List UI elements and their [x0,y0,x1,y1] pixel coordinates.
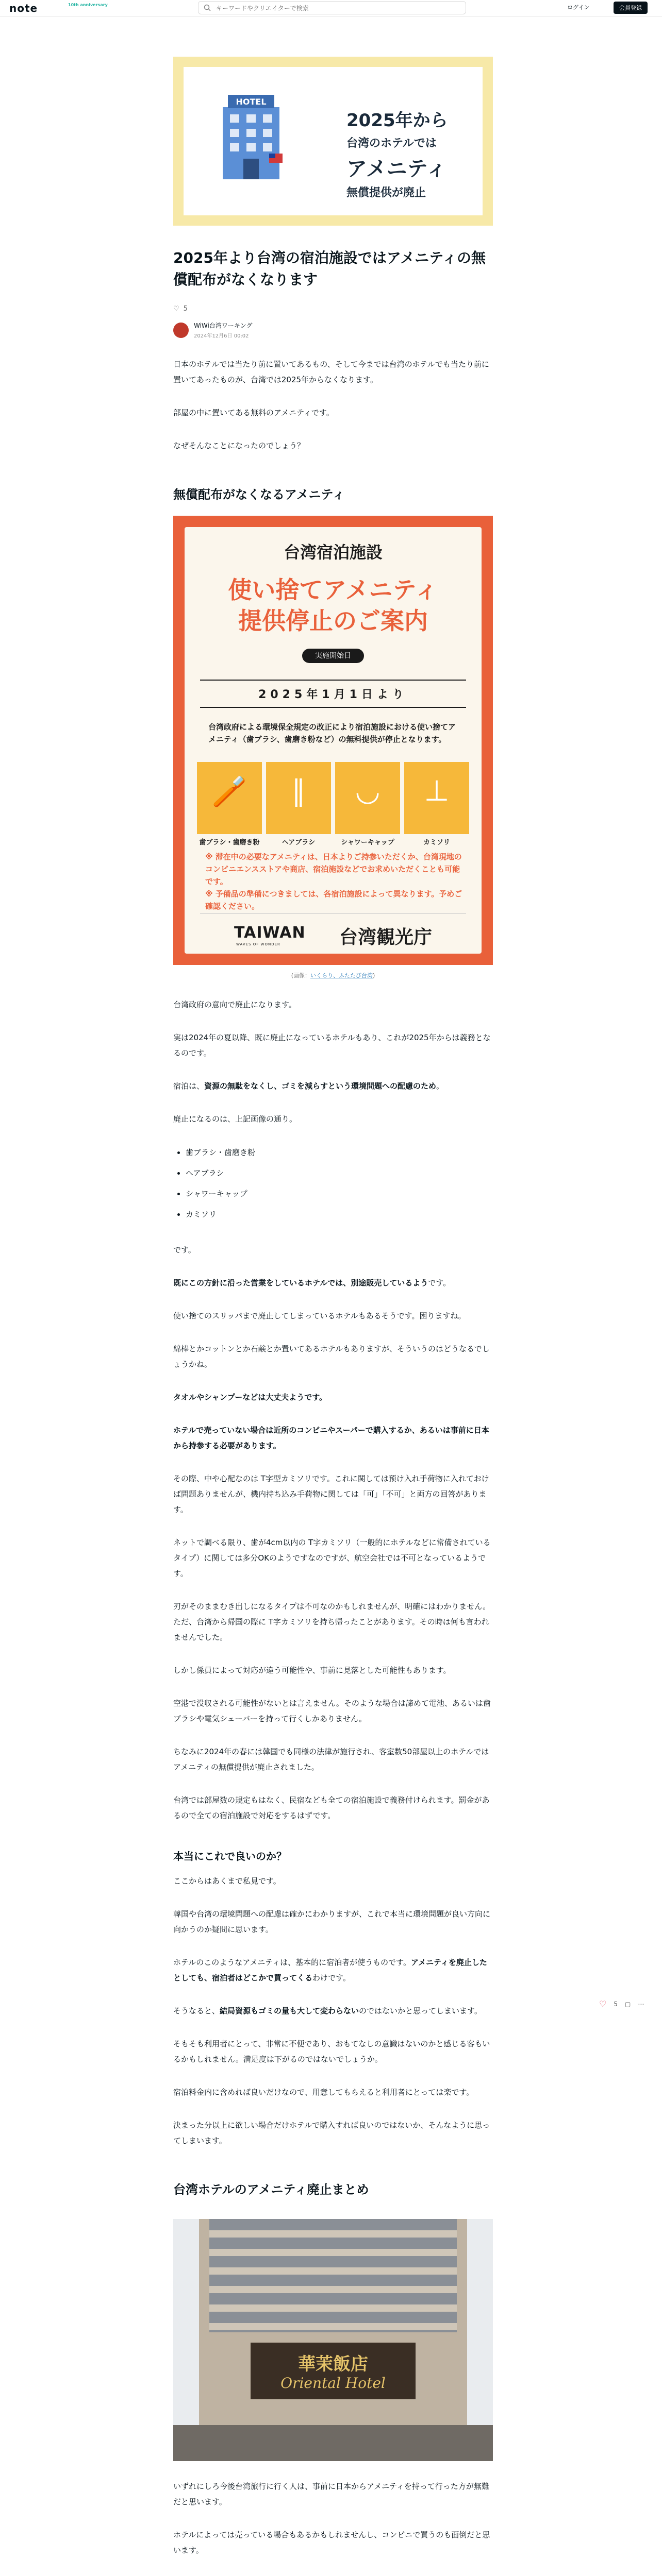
amenity-list [173,1142,493,1225]
paragraph [173,1955,493,1986]
bold-text: 結局資源もゴミの量も大して変わらない [220,2006,359,2015]
toothbrush-icon: 🪥 [211,775,247,808]
text: です。 [428,1278,451,1287]
paragraph: いずれにしろ今後台湾旅行に行く人は、事前に日本からアメニティを持って行った方が無難だと思います。 [173,2482,489,2506]
toothbrush-tile [197,762,262,846]
paragraph: しかし係員によって対応が違う可能性や、事前に見落とした可能性もあります。 [173,1666,451,1675]
svg-text:HOTEL: HOTEL [236,97,267,107]
text: 。 [436,1081,444,1091]
hero-line-2: 台湾のホテルでは [346,137,437,150]
section-heading: 無償配布がなくなるアメニティ [173,487,345,502]
hero-line-4: 無償提供が廃止 [346,187,426,199]
notice-main-label: 使い捨てアメニティ 提供停止のご案内 [228,576,438,635]
notice-description: 台湾政府による環境保全規定の改正により宿泊施設における使い捨てアメニティ（歯ブラシ、歯磨き粉など）の無料提供が停止となります。 [208,722,456,744]
floating-actions [599,1999,644,2009]
like-count: 5 [183,305,188,313]
text: わけです。 [312,1973,351,1982]
list-item: • シャワーキャップ [186,1183,493,1204]
side-like-count: 5 [614,2000,618,2008]
amenity-label: カミソリ [423,839,450,846]
paragraph: 部屋の中に置いてある無料のアメニティです。 [173,408,334,417]
hero-headline [346,106,448,200]
text: ホテルのこのようなアメニティは、基本的に宿泊者が使うものです。 [173,1958,411,1967]
agency-name: 台湾観光庁 [339,927,433,948]
shower-cap-icon: ◡ [355,774,380,808]
search-icon [204,4,211,11]
image-caption [173,971,493,979]
subsection-heading: 本当にこれで良いのか？ [173,1850,287,1862]
bold-text: ホテルで売っていない場合は近所のコンビニやスーパーで購入するか、あるいは事前に日本から持参する必要があります。 [173,1426,489,1450]
paragraph: ここからはあくまで私見です。 [173,1876,281,1886]
paragraph: ホテルによっては売っている場合もあるかもしれませんし、コンビニで買うのも面倒だと思います。 [173,2530,490,2555]
paragraph: 台湾では部屋数の規定もはなく、民宿なども全ての宿泊施設で義務付けられます。罰金があるので全ての宿泊施設で対応をするはずです。 [173,1795,490,1820]
heart-icon[interactable]: ♡ [173,305,179,313]
signup-button[interactable]: 会員登録 [614,2,648,14]
caption-link[interactable]: いくらり、ふたたび台湾 [310,972,373,979]
shower-cap-tile [335,762,400,846]
notice-warning-1: ※ 滞在中の必要なアメニティは、日本よりご持参いただくか、台湾現地のコンビニエンスストアや商店、宿泊施設などでお求めいただくことも可能です。 [205,852,462,886]
list-item: • ヘアブラシ [186,1163,493,1183]
paragraph: その際、中や心配なのは T字型カミソリです。これに関しては预け入れ手荷物に入れておけば問題ありませんが、機内持ち込み手荷物に関しては「可」「不可」と両方の回答があります。 [173,1474,489,1514]
author-name[interactable]: WiWi台湾ワーキング [194,322,253,329]
publish-date: 2024年12月6日 00:02 [194,333,249,339]
hotel-sign-text: 華茉飯店 [298,2354,368,2375]
notice-date: 2025年1月1日より [200,680,466,708]
top-navigation-bar [0,0,662,16]
bookmark-icon[interactable]: ▢ [624,2000,631,2008]
avatar[interactable] [173,323,189,338]
notice-warning-2: ※ 予備品の準備につきましては、各宿泊施設によって異なります。予めご確認ください。 [205,889,462,911]
more-icon[interactable]: ⋯ [638,2000,644,2008]
bold-text: 既にこの方針に沿った営業をしているホテルでは、別途販売しているよう [173,1278,428,1287]
amenity-notice-image [173,516,493,965]
paragraph [173,1422,493,1453]
search-input[interactable] [216,4,458,13]
hairbrush-tile [266,762,331,846]
paragraph [173,1078,493,1094]
paragraph [173,1389,493,1405]
amenity-label: 歯ブラシ・歯磨き粉 [199,839,260,846]
paragraph: 決まった分以上に欲しい場合だけホテルで購入すれば良いのではないか、そんなように思ってしまいます。 [173,2121,490,2145]
paragraph: なぜそんなことになったのでしょう？ [173,441,305,450]
hero-line-1: 2025年から [346,110,448,131]
paragraph: 台湾政府の意向で廃止になります。 [173,1000,296,1009]
paragraph: 綿棒とかコットンとか石鹸とか置いてあるホテルもありますが、そういうのはどうなるでしょうかね。 [173,1344,490,1369]
note-logo[interactable]: note [9,2,38,14]
author-info[interactable] [173,321,493,339]
section-heading: 台湾ホテルのアメニティ廃止まとめ [173,2182,369,2197]
amenity-icons [197,762,469,846]
text: のではないかと思ってしまいます。 [359,2006,482,2015]
amenity-label: ヘアブラシ [282,839,316,846]
paragraph: 日本のホテルでは当たり前に置いてあるもの、そして今までは台湾のホテルでも当たり前に置いてあったものが、台湾では2025年からなくなります。 [173,360,489,384]
paragraph: 空港で没収される可能性がないとは言えません。そのような場合は諦めて電池、あるいは歯ブラシや電気シェーバーを持って行くしかありません。 [173,1699,491,1723]
bold-text: 資源の無駄をなくし、ゴミを減らすという環境問題への配慮のため [204,1081,437,1091]
bold-text: タオルやシャンプーなどは大丈夫ようです。 [173,1393,327,1402]
photo-windows [209,2219,457,2332]
taiwan-tagline: WAVES OF WONDER [236,942,280,946]
amenity-label: シャワーキャップ [341,839,394,846]
hero-image [173,57,493,226]
like-counter[interactable] [173,305,493,313]
anniversary-badge: 10th anniversary [68,3,108,7]
list-item: • カミソリ [186,1204,493,1225]
hotel-sign-english: Oriental Hotel [280,2375,386,2392]
notice-start-pill: 実施開始日 [302,649,364,663]
article [173,57,493,2576]
paragraph: 刃がそのままむき出しになるタイプは不可なのかもしれませんが、明確にはわかりません。ただ、台湾から帰国の際に T字カミソリを持ち帰ったことがあります。その時は何も言われませんでした。 [173,1602,491,1642]
search-box[interactable] [198,1,466,14]
paragraph [173,2003,493,2019]
hotel-photo [173,2219,493,2461]
divider [200,913,466,914]
notice-card [185,527,482,954]
notice-heading: 台湾宿泊施設 [283,543,383,562]
paragraph: 廃止になるのは、上記画像の通り。 [173,1114,297,1124]
razor-icon: ⊥ [424,774,450,808]
paragraph: です。 [173,1245,196,1255]
caption-suffix: ) [373,972,375,979]
taiwan-logo: TAIWAN [234,924,306,942]
hotel-building-icon [218,92,285,179]
photo-street [173,2425,493,2461]
article-title: 2025年より台湾の宿泊施設ではアメニティの無償配布がなくなります [173,249,486,288]
razor-tile [404,762,469,846]
notice-main-text [203,574,463,636]
hairbrush-icon: ∥ [291,774,306,808]
paragraph: そもそも利用者にとって、非常に不便であり、おもてなしの意識はないのかと感じる客もいるかもしれません。満足度は下がるのではないでしょうか。 [173,2039,490,2064]
paragraph: 実は2024年の夏以降、既に廃止になっているホテルもあり、これが2025年からは義務となるのです。 [173,1033,491,1058]
text: そうなると、 [173,2006,220,2015]
paragraph: 韓国や台湾の環境問題への配慮は確かにわかりますが、これで本当に環境問題が良い方向に向かうのか疑問に思います。 [173,1909,491,1934]
paragraph: ネットで調べる限り、歯が4cm以内の T字カミソリ（一般的にホテルなどに常備されているタイプ）に関しては多分OKのようですなのですが、航空会社では不可となっているようです。 [173,1538,491,1578]
hotel-sign [251,2343,416,2399]
paragraph [173,1275,493,1291]
list-item: • 歯ブラシ・歯磨き粉 [186,1142,493,1163]
hero-line-3: アメニティ [346,157,447,181]
heart-icon[interactable]: ♡ [599,1999,607,2009]
paragraph: 使い捨てのスリッパまで廃止してしまっているホテルもあるそうです。困りますね。 [173,1311,466,1320]
paragraph: ちなみに2024年の春には韓国でも同様の法律が施行され、客室数50部屋以上のホテルではアメニティの無償提供が廃止されました。 [173,1747,489,1772]
bold-text: アメニティを廃止したとしても、宿泊者はどこかで買ってくる [173,1958,487,1982]
login-link[interactable]: ログイン [567,4,590,11]
text: 宿泊は、 [173,1081,205,1091]
caption-prefix: (画像： [291,972,310,979]
paragraph: 宿泊料金内に含めれば良いだけなので、用意してもらえると利用者にとっては楽です。 [173,2088,474,2097]
